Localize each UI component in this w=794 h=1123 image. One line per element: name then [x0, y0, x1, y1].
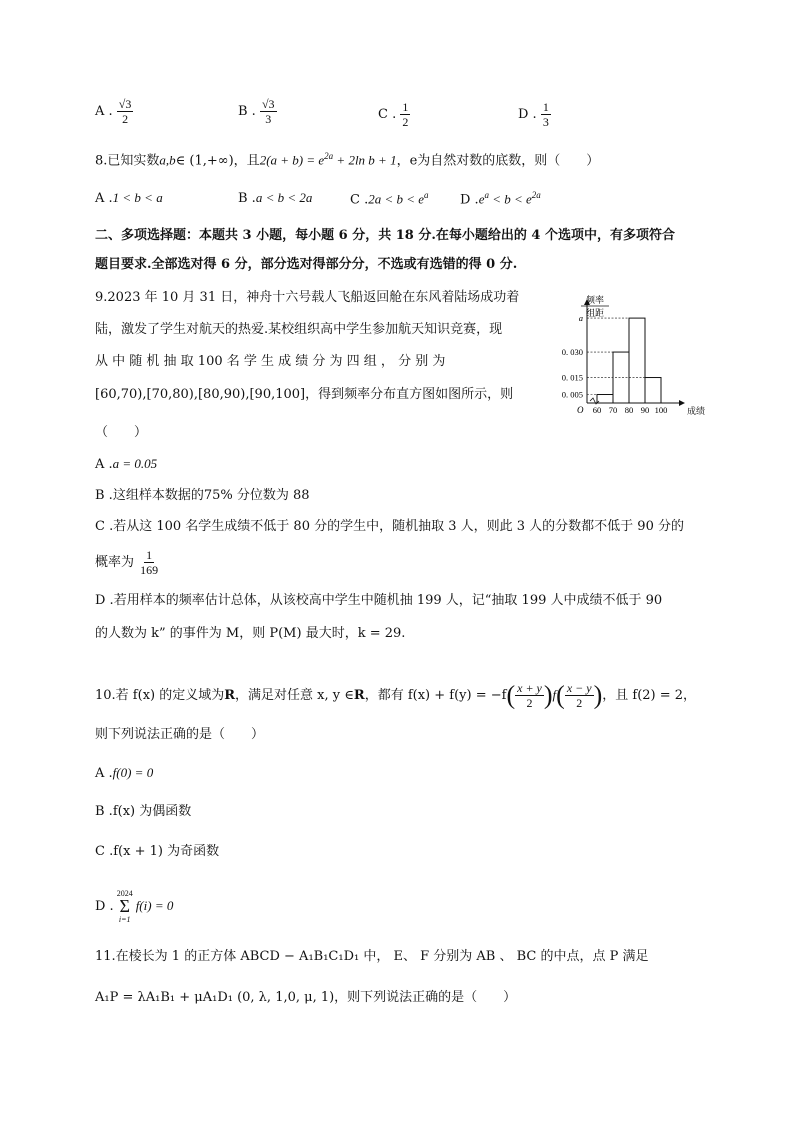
- q9-option-a: A .a = 0.05: [95, 456, 158, 472]
- q9-option-d-line-1: D .若用样本的频率估计总体，从该校高中学生中随机抽 199 人，记“抽取 199 人中成绩不低于 90: [95, 593, 663, 608]
- q9-stem-line-3: 从 中 随 机 抽 取 100 名 学 生 成 绩 分 为 四 组 ， 分 别 为: [95, 354, 446, 369]
- histogram-bar: [629, 318, 645, 403]
- q11-stem-line-2: A₁P = λA₁B₁ + μA₁D₁ (0, λ, 1,0, μ, 1)，则下列说法正确的是（ ）: [95, 990, 517, 1005]
- q8-option-d: D $.e^a < b < e^{2a}$: [460, 190, 541, 208]
- q9-stem-line-5: （ ）: [95, 425, 148, 440]
- q8-stem: 8.已知实数a,b∈ (1,+∞)，且$2(a + b) = e^{2a} + 2\ln$ b + 1，e为自然对数的底数，则（ ）: [95, 151, 600, 169]
- x-tick-label: 60: [592, 405, 602, 415]
- x-tick-label: 80: [624, 405, 634, 415]
- q9-stem-line-1: 9.2023 年 10 月 31 日，神舟十六号载人飞船返回舱在东风着陆场成功着: [95, 290, 520, 305]
- x-tick-label: 100: [654, 405, 668, 415]
- q7-option-a: A . $\frac{√3}{2}$: [95, 97, 132, 126]
- x-tick-label: 70: [608, 405, 618, 415]
- q9-stem-line-2: 陆，激发了学生对航天的热爱.某校组织高中学生参加航天知识竞赛，现: [95, 322, 503, 337]
- y-tick-label: a: [578, 313, 583, 324]
- q10-option-d: D . 2024 Σ i=1 f(i) = 0: [95, 889, 174, 924]
- q10-stem: 10.若 f(x) 的定义域为R，满足对任意 x, y ∈R，都有 f(x) + f(y) = −f( $\frac{x + y}{2}$ )f( $\frac{x - y}{2}$ )，且 f(2) = 2，: [95, 680, 697, 710]
- q10-stem-line-2: 则下列说法正确的是（ ）: [95, 727, 265, 742]
- x-axis-arrow: [679, 400, 685, 406]
- histogram-bar: [597, 395, 613, 403]
- q8-option-c: C $.2a < b < e^a$: [350, 190, 429, 208]
- q10-option-c: C .f(x + 1) 为奇函数: [95, 844, 220, 859]
- q9-option-b: B .这组样本数据的75% 分位数为 88: [95, 488, 310, 503]
- section-2-instructions-line-2: 题目要求.全部选对得 6 分，部分选对得部分分，不选或有选错的得 0 分.: [95, 257, 518, 272]
- y-tick-label: 0. 030: [561, 347, 583, 358]
- y-label-bottom: 组距: [585, 308, 605, 318]
- q8-option-b: B .a < b < 2a: [238, 190, 313, 206]
- q9-option-d-line-2: 的人数为 k” 的事件为 M，则 P(M) 最大时，k = 29.: [95, 626, 406, 641]
- y-label-top: 频率: [585, 295, 605, 305]
- origin-label: O: [577, 405, 584, 415]
- q10-option-a: A .f(0) = 0: [95, 765, 154, 781]
- q7-option-b: B . $\frac{√3}{3}$: [238, 97, 275, 126]
- q8-option-a: A .1 < b < a: [95, 190, 163, 206]
- q9-option-c-line-1: C .若从这 100 名学生成绩不低于 80 分的学生中，随机抽取 3 人，则此 3 人的分数都不低于 90 分的: [95, 519, 684, 534]
- y-tick-label: 0. 005: [561, 389, 583, 400]
- x-tick-label: 90: [640, 405, 650, 415]
- y-tick-label: 0. 015: [561, 372, 583, 383]
- q7-option-d: D . $\frac{1}{3}$: [518, 100, 549, 129]
- section-2-instructions-line-1: 二、多项选择题：本题共 3 小题，每小题 6 分，共 18 分.在每小题给出的 4 个选项中，有多项符合: [95, 228, 675, 243]
- q9-option-c-line-2: 概率为 $\frac{1}{169}$: [95, 548, 159, 577]
- histogram-bar: [645, 378, 661, 403]
- frequency-histogram: [545, 293, 705, 418]
- x-axis-label: 成绩: [687, 406, 705, 416]
- q9-stem-line-4: [60,70),[70,80),[80,90),[90,100]，得到频率分布直方图如图所示，则: [95, 387, 514, 402]
- q7-option-c: C . $\frac{1}{2}$: [378, 100, 409, 129]
- q11-stem-line-1: 11.在棱长为 1 的正方体 ABCD − A₁B₁C₁D₁ 中， E、 F 分别为 AB 、 BC 的中点，点 P 满足: [95, 949, 649, 964]
- q10-option-b: B .f(x) 为偶函数: [95, 804, 192, 819]
